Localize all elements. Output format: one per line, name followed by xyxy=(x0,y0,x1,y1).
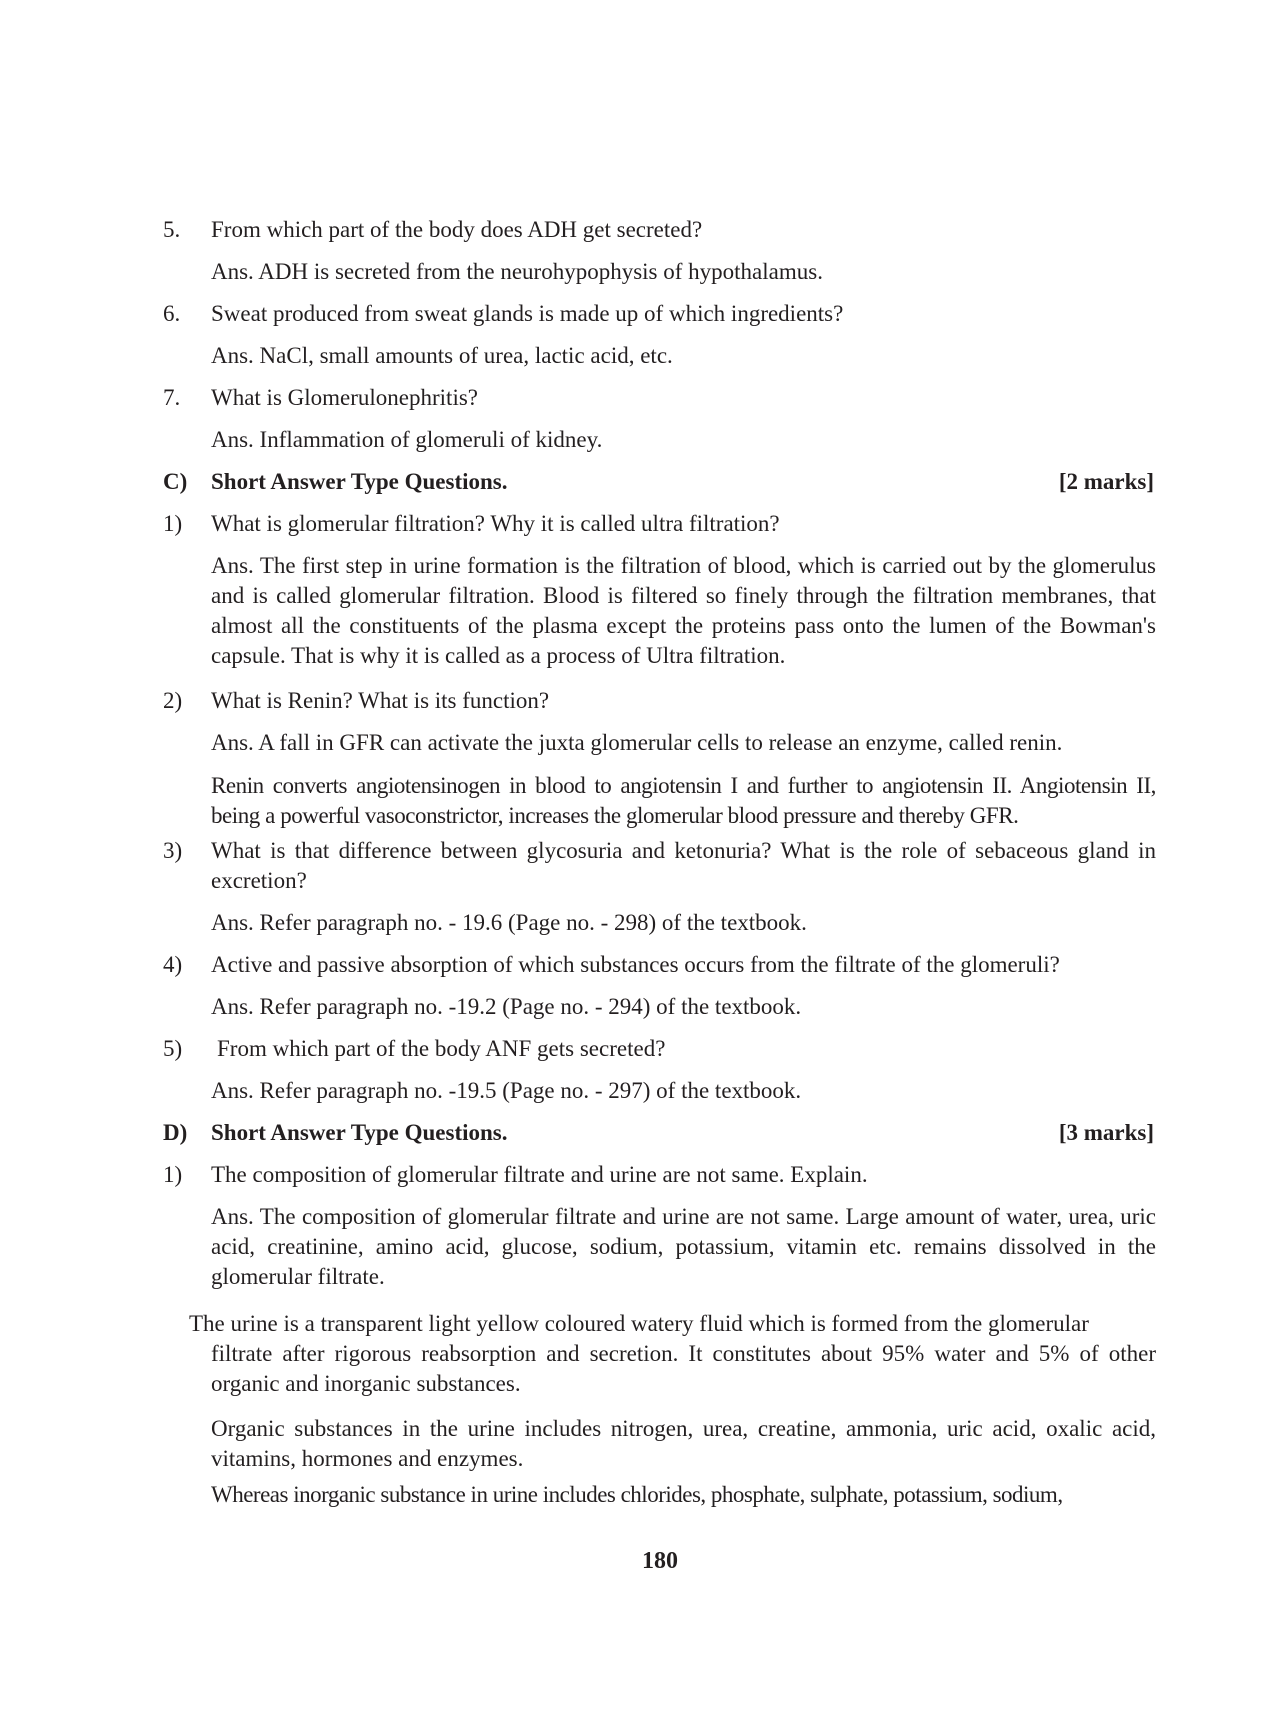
section-marks: [3 marks] xyxy=(1058,1120,1154,1145)
paragraph-first-line: The urine is a transparent light yellow coloured watery fluid which is formed from the glomerular xyxy=(189,1311,1089,1336)
answer-text: Ans. Refer paragraph no. -19.5 (Page no. - 297) of the textbook. xyxy=(211,1078,802,1103)
question-number: 5) xyxy=(163,1036,183,1061)
answer-text: Ans. Refer paragraph no. -19.2 (Page no. - 294) of the textbook. xyxy=(211,994,802,1019)
section-label: C) xyxy=(163,469,188,494)
answer-text: Ans. A fall in GFR can activate the juxta glomerular cells to release an enzyme, called renin. xyxy=(211,730,1063,755)
question-number: 4) xyxy=(163,952,183,977)
page-number: 180 xyxy=(642,1548,678,1574)
answer-text: Renin converts angiotensinogen in blood to angiotensin I and further to angiotensin II. Angiotensin II, being a powerful vasoconstrictor, increases the glomerular blood pressure and thereby GFR. xyxy=(211,773,1156,828)
question-number: 5. xyxy=(163,217,181,242)
question-number: 1) xyxy=(163,511,183,536)
question-text: Active and passive absorption of which substances occurs from the filtrate of the glomeruli? xyxy=(211,952,1060,977)
hanging-paragraph xyxy=(189,1309,1156,1399)
answer-text: Ans. The first step in urine formation is the filtration of blood, which is carried out by the glomerulus and is called glomerular filtration. Blood is filtered so finely through the filtration membranes, that almost all the constituents of the plasma except the proteins pass onto the lumen of the Bowman's capsule. That is why it is called as a process of Ultra filtration. xyxy=(211,553,1156,668)
question-text: Sweat produced from sweat glands is made up of which ingredients? xyxy=(211,301,844,326)
answer-text: Ans. Refer paragraph no. - 19.6 (Page no. - 298) of the textbook. xyxy=(211,910,807,935)
question-text: What is glomerular filtration? Why it is called ultra filtration? xyxy=(211,511,780,536)
section-marks: [2 marks] xyxy=(1058,469,1154,494)
question-number: 1) xyxy=(163,1162,183,1187)
question-text: The composition of glomerular filtrate and urine are not same. Explain. xyxy=(211,1162,868,1187)
section-label: D) xyxy=(163,1120,188,1145)
question-text: From which part of the body does ADH get secreted? xyxy=(211,217,703,242)
question-number: 7. xyxy=(163,385,181,410)
section-title: Short Answer Type Questions. xyxy=(211,469,508,494)
question-text: From which part of the body ANF gets secreted? xyxy=(217,1036,666,1061)
answer-text: Ans. Inflammation of glomeruli of kidney. xyxy=(211,427,603,452)
question-number: 6. xyxy=(163,301,181,326)
paragraph-text: Organic substances in the urine includes nitrogen, urea, creatine, ammonia, uric acid, oxalic acid, vitamins, hormones and enzymes. xyxy=(211,1416,1156,1471)
section-title: Short Answer Type Questions. xyxy=(211,1120,508,1145)
answer-text: Ans. ADH is secreted from the neurohypophysis of hypothalamus. xyxy=(211,259,823,284)
answer-text: Ans. The composition of glomerular filtrate and urine are not same. Large amount of water, urea, uric acid, creatinine, amino acid, glucose, sodium, potassium, vitamin etc. remains dissolved in the glomerular filtrate. xyxy=(211,1204,1156,1289)
paragraph-continuation: filtrate after rigorous reabsorption and secretion. It constitutes about 95% water and 5% of other organic and inorganic substances. xyxy=(211,1341,1156,1396)
question-number: 2) xyxy=(163,688,183,713)
question-text: What is that difference between glycosuria and ketonuria? What is the role of sebaceous gland in excretion? xyxy=(211,838,1156,893)
answer-text: Ans. NaCl, small amounts of urea, lactic acid, etc. xyxy=(211,343,673,368)
question-text: What is Glomerulonephritis? xyxy=(211,385,478,410)
paragraph-text: Whereas inorganic substance in urine includes chlorides, phosphate, sulphate, potassium, sodium, xyxy=(211,1482,1063,1507)
question-number: 3) xyxy=(163,838,183,863)
question-text: What is Renin? What is its function? xyxy=(211,688,550,713)
